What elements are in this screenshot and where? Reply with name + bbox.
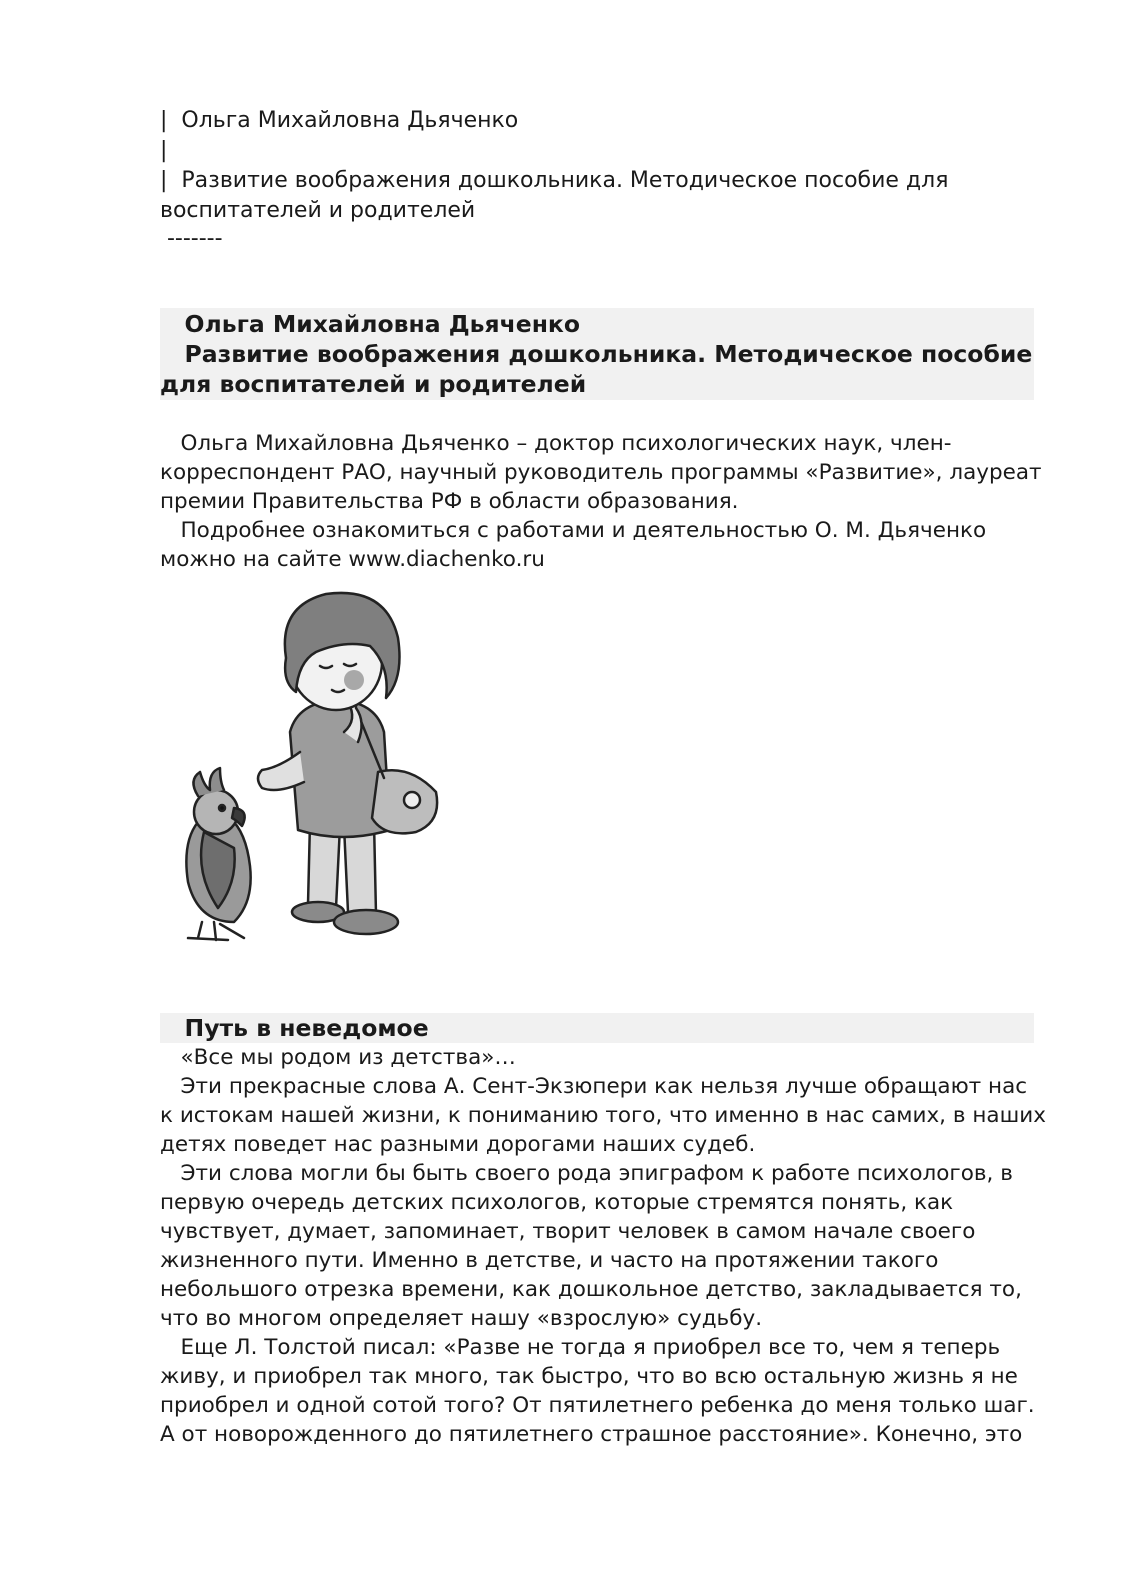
paragraph-line: живу, и приобрел так много, так быстро, что во всю остальную жизнь я не [160, 1364, 1018, 1389]
girl-shoe-right [334, 910, 398, 934]
paragraph-line: первую очередь детских психологов, которые стремятся понять, как [160, 1190, 954, 1215]
girl-bag-button [404, 792, 420, 808]
header-separator: | [160, 138, 168, 163]
about-line: Ольга Михайловна Дьяченко – доктор психологических наук, член- [160, 431, 952, 456]
girl-cheek [344, 670, 364, 690]
parrot-feet [188, 922, 244, 940]
paragraph-line: к истокам нашей жизни, к пониманию того, что именно в нас самих, в наших [160, 1103, 1046, 1128]
paragraph-line: Эти прекрасные слова А. Сент-Экзюпери как нельзя лучше обращают нас [160, 1074, 1028, 1099]
paragraph-line: чувствует, думает, запоминает, творит человек в самом начале своего [160, 1219, 976, 1244]
title-line2: для воспитателей и родителей [160, 370, 587, 398]
header-title-line2: воспитателей и родителей [160, 198, 476, 223]
about-line: Подробнее ознакомиться с работами и деятельностью О. М. Дьяченко [160, 518, 987, 543]
header-author: | Ольга Михайловна Дьяченко [160, 108, 519, 133]
paragraph-line: «Все мы родом из детства»… [160, 1045, 516, 1070]
paragraph-line: А от новорожденного до пятилетнего страшное расстояние». Конечно, это [160, 1422, 1023, 1447]
about-line: корреспондент РАО, научный руководитель программы «Развитие», лауреат [160, 460, 1042, 485]
chapter-heading: Путь в неведомое [160, 1014, 429, 1042]
paragraph-line: жизненного пути. Именно в детстве, и часто на протяжении такого [160, 1248, 939, 1273]
about-line: можно на сайте www.diachenko.ru [160, 547, 545, 572]
girl-with-parrot-illustration [158, 582, 458, 952]
header-title-line1: | Развитие воображения дошкольника. Методическое пособие для [160, 168, 949, 193]
paragraph-line: небольшого отрезка времени, как дошкольное детство, закладывается то, [160, 1277, 1022, 1302]
paragraph-line: приобрел и одной сотой того? От пятилетнего ребенка до меня только шаг. [160, 1393, 1035, 1418]
paragraph-line: Эти слова могли бы быть своего рода эпиграфом к работе психологов, в [160, 1161, 1013, 1186]
paragraph-line: Еще Л. Толстой писал: «Разве не тогда я приобрел все то, чем я теперь [160, 1335, 1001, 1360]
about-line: премии Правительства РФ в области образования. [160, 489, 739, 514]
paragraph-line: что во многом определяет нашу «взрослую» судьбу. [160, 1306, 763, 1331]
paragraph-line: детях поведет нас разными дорогами наших судеб. [160, 1132, 756, 1157]
girl-arm-hand [258, 752, 304, 790]
header-rule: ------- [160, 226, 223, 251]
title-author: Ольга Михайловна Дьяченко [160, 310, 581, 338]
parrot-eye [219, 805, 225, 811]
title-line1: Развитие воображения дошкольника. Методическое пособие [160, 340, 1033, 368]
parrot-head [194, 790, 238, 834]
